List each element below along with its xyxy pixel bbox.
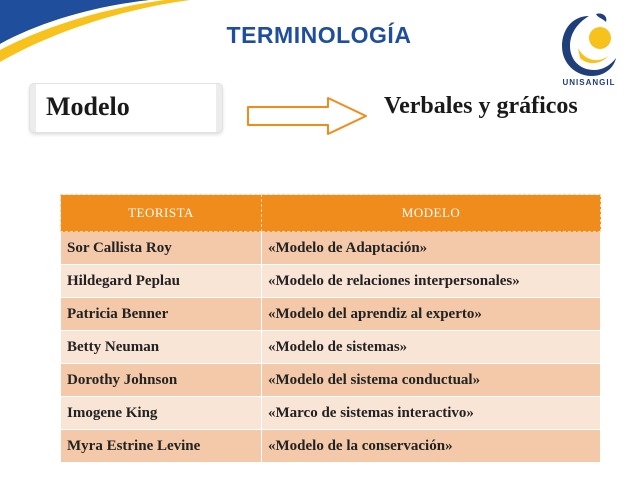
theorist-name: Imogene King [61, 397, 262, 430]
model-name: «Modelo de la conservación» [262, 430, 601, 463]
model-name: «Modelo del aprendiz al experto» [262, 298, 601, 331]
theorists-table [60, 194, 600, 463]
table-row [61, 364, 601, 397]
table-row [61, 265, 601, 298]
model-name: «Modelo de relaciones interpersonales» [262, 265, 601, 298]
theorist-name: Patricia Benner [61, 298, 262, 331]
table-row [61, 397, 601, 430]
header-modelo: MODELO [262, 195, 601, 232]
table-header-row [61, 195, 601, 232]
model-name: «Marco de sistemas interactivo» [262, 397, 601, 430]
model-name: «Modelo del sistema conductual» [262, 364, 601, 397]
right-arrow-icon [246, 96, 368, 136]
theorist-name: Sor Callista Roy [61, 232, 262, 265]
theorist-name: Dorothy Johnson [61, 364, 262, 397]
theorist-name: Myra Estrine Levine [61, 430, 262, 463]
theorist-name: Betty Neuman [61, 331, 262, 364]
logo-wordmark: UNISANGIL [562, 78, 616, 87]
table-row [61, 298, 601, 331]
table-row [61, 331, 601, 364]
verbales-graficos-label: Verbales y gráficos [384, 93, 578, 119]
table-row [61, 232, 601, 265]
theorist-name: Hildegard Peplau [61, 265, 262, 298]
model-name: «Modelo de sistemas» [262, 331, 601, 364]
model-name: «Modelo de Adaptación» [262, 232, 601, 265]
table-row [61, 430, 601, 463]
modelo-label: Modelo [46, 92, 130, 121]
header-teorista: TEORISTA [61, 195, 262, 232]
slide-title: TERMINOLOGÍA [226, 22, 412, 48]
